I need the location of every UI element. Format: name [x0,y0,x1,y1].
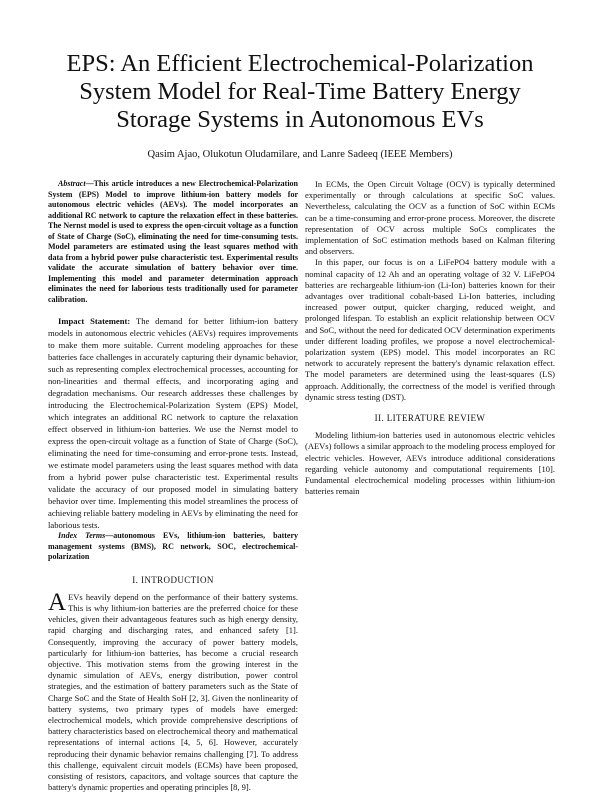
impact-text: The demand for better lithium-ion battery models in autonomous electric vehicles (AEVs) requires improvements to make them more suitable. Current modeling approaches for these batteries face challenges in accurately capturing their dynamic behavior, such as representing complex electrochemical processes, accounting for non-linearities and thermal effects, and incorporating aging and degradation mechanisms. Our research addresses these challenges by introducing the Electrochemical-Polarization System (EPS) Model, which integrates an additional RC network to capture the relaxation effect observed in lithium-ion batteries. We use the Nernst model to express the open-circuit voltage as a function of State of Charge (SoC), eliminating the need for time-consuming and error-prone tests. Instead, we estimate model parameters using the least squares method with data from a hybrid power pulse characteristic test. Experimental results validate the accuracy of our proposed model in simulating battery behavior over time. Implementing this model streamlines the process of achieving reliable battery modeling in AEVs by eliminating the need for laborious tests. [48,316,299,530]
intro-paragraph-3: In this paper, our focus is on a LiFePO4 battery module with a nominal capacity of 12 Ah and an operating voltage of 32 V. LiFePO4 batteries are rechargeable lithium-ion (Li-Ion) batteries known for their advantages over traditional cobalt-based Li-Ion batteries, including increased power output, quicker charging, reduced weight, and prolonged lifespan. To establish an explicit relationship between OCV and SoC, without the need for dedicated OCV determination experiments under different loading profiles, we propose a novel electrochemical-polarization system (EPS) model. This model incorporates an RC network to accurately represent the battery's dynamic relaxation effect. The model parameters are determined using the least-squares (LS) approach. Additionally, the correctness of the model is verified through dynamic stress testing (DST). [305,257,555,402]
abstract-label: Abstract [58,179,86,188]
section-heading-literature-review: II. LITERATURE REVIEW [374,413,486,424]
left-column [48,179,298,793]
impact-label: Impact Statement: [58,316,131,326]
abstract-text: —This article introduces a new Electrochemical-Polarization System (EPS) Model to improve lithium-ion battery models for autonomous electric vehicles (AEVs). The model incorporates an additional RC network to capture the relaxation effect in these batteries. The Nernst model is used to express the open-circuit voltage as a function of State of Charge (SoC), eliminating the need for time-consuming tests. Model parameters are estimated using the least squares method with data from a hybrid power pulse characteristic test. Experimental results validate the accurate simulation of battery behavior over time. Implementing this model and parameter determination approach eliminates the need for laborious tests traditionally used for parameter calibration. [48,179,298,304]
index-terms [48,531,298,563]
section-heading-introduction: I. INTRODUCTION [132,574,214,585]
intro-paragraph-1-text: EVs heavily depend on the performance of their battery systems. This is why lithium-ion batteries are the preferred choice for these vehicles, given their advantageous features such as high energy density, rapid charging and discharging rates, and enhanced safety [1]. Consequently, improving the accuracy of power battery models, particularly for lithium-ion batteries, has become a crucial research objective. This motivation stems from the growing interest in the dynamic simulation of AEVs, energy distribution, power control strategies, and the estimation of battery parameters such as the State of Charge SoC and the State of Health SoH [2, 3]. Given the nonlinearity of battery systems, two primary types of models have emerged: electrochemical models, which provide comprehensive descriptions of battery characteristics based on electrochemical theory and mathematical representations of internal actions [4, 5, 6]. However, accurately reproducing their dynamic behavior remains challenging [7]. To address this challenge, equivalent circuit models (ECMs) have been proposed, consisting of resistors, capacitors, and voltage sources that capture the battery's dynamic properties and operating principles [8, 9]. [48,591,298,793]
intro-paragraph-1 [48,588,298,793]
abstract [48,179,298,305]
lit-review-paragraph-1: Modeling lithium-ion batteries used in autonomous electric vehicles (AEVs) follows a similar approach to the modeling process employed for electric vehicles. However, AEVs introduce additional considerations regarding vehicle autonomy and computational requirements [10]. Fundamental electrochemical modeling processes within lithium-ion batteries remain [305,430,555,497]
right-column [305,179,555,497]
dropcap-letter: A [48,588,67,616]
index-terms-text: —autonomous EVs, lithium-ion batteries, battery management systems (BMS), RC network, SOC, electrochemical-polarization [48,531,298,561]
index-terms-label: Index Terms [58,531,106,540]
intro-paragraph-2: In ECMs, the Open Circuit Voltage (OCV) is typically determined experimentally or through calculations at specific SoC values. Nevertheless, calculating the OCV as a function of SoC within ECMs can be a time-consuming and error-prone process. Moreover, the discrete representation of OCV across multiple SoCs complicates the implementation of SoC estimation methods based on Kalman filtering and observers. [305,179,555,257]
paper-authors: Qasim Ajao, Olukotun Oludamilare, and Lanre Sadeeq (IEEE Members) [147,149,453,160]
paper-title: EPS: An Efficient Electrochemical-Polarization System Model for Real-Time Battery Energy Storage Systems in Autonomous EVs [66,50,534,133]
impact-statement [48,315,298,531]
